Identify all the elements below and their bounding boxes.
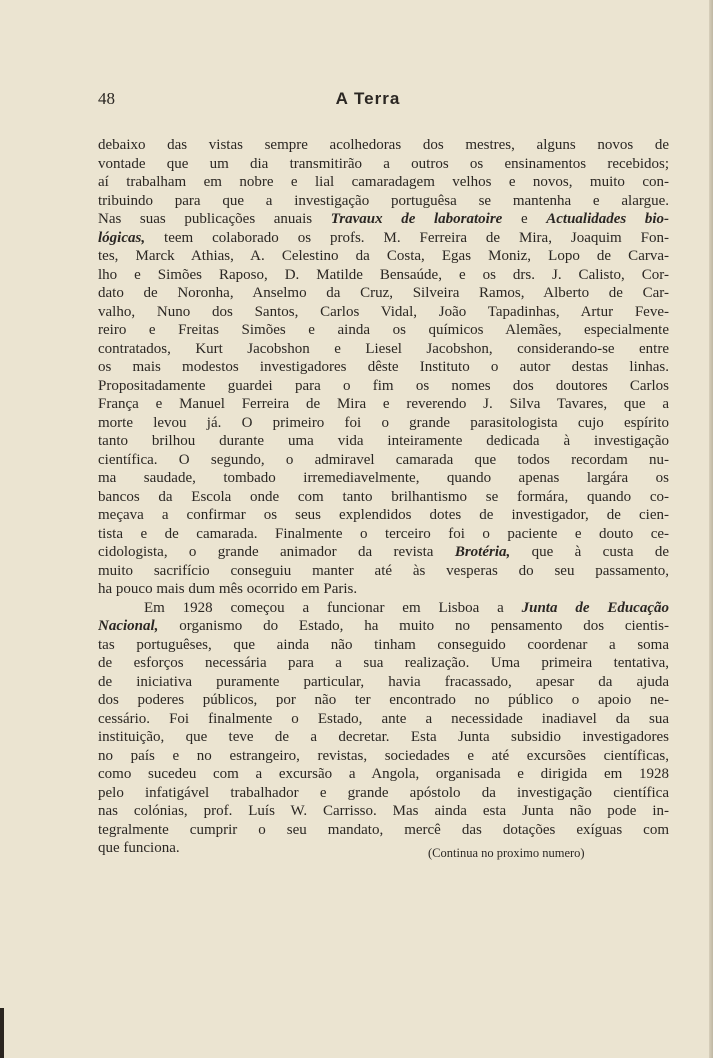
text-line: como sucedeu com a excursão a Angola, organisada e dirigida em 1928 [98,766,669,782]
text-line: valho, Nuno dos Santos, Carlos Vidal, João Tapadinhas, Artur Feve- [98,303,669,320]
text-line: pelo infatigável trabalhador e grande apóstolo da investigação científica [98,784,669,801]
text-line: lho e Simões Raposo, D. Matilde Bensaúde, e os drs. J. Calisto, Cor- [98,266,669,283]
text-line: tegralmente cumprir o seu mandato, mercê das dotações exíguas com [98,821,669,838]
text-line: bancos da Escola onde com tanto brilhantismo se formára, quando co- [98,488,669,505]
text-line: reiro e Freitas Simões e ainda os químicos Alemães, especialmente [98,322,669,338]
text-line: aí trabalham em nobre e lial camaradagem velhos e novos, muito con- [98,174,669,190]
text-line: instituição, que teve de a decretar. Esta Junta subsidio investigadores [98,729,669,745]
text-line: tista e de camarada. Finalmente o terceiro foi o paciente e douto ce- [98,525,669,542]
text-line: dos poderes públicos, por não ter encontrado no público o apoio ne- [98,692,669,708]
text-line: Nas suas publicações anuais Travaux de laboratoire e Actualidades bio- [98,211,669,227]
text-line: lógicas, teem colaborado os profs. M. Ferreira de Mira, Joaquim Fon- [98,229,669,246]
text-line: meçava a confirmar os seus explendidos dotes de investigador, de cien- [98,507,669,523]
page-header [98,88,638,112]
text-line: Propositadamente guardei para o fim os nomes dos doutores Carlos [98,377,669,394]
text-line: Nacional, organismo do Estado, ha muito no pensamento dos cientis- [98,618,669,634]
text-line: os mais modestos investigadores dêste Instituto o autor destas linhas. [98,359,669,375]
text-line: cidologista, o grande animador da revista Brotéria, que à custa de [98,544,669,560]
text-line: científica. O segundo, o admiravel camarada que todos recordam nu- [98,451,669,468]
text-line: tribuindo para que a investigação portuguêsa se mantenha e alargue. [98,192,669,209]
text-line: muito sacrifício conseguiu manter até às vesperas do seu passamento, [98,562,669,579]
text-line: ha pouco mais dum mês ocorrido em Paris. [98,581,358,597]
continuation-note: (Continua no proximo numero) [428,846,585,860]
text-line: vontade que um dia transmitirão a outros os ensinamentos recebidos; [98,155,669,172]
running-title: A Terra [335,89,401,108]
text-line: nas colónias, prof. Luís W. Carrisso. Mas ainda esta Junta não pode in- [98,803,669,819]
text-line: tas portuguêses, que ainda não tinham conseguido coordenar a soma [98,636,669,653]
text-line: Em 1928 começou a funcionar em Lisboa a Junta de Educação [144,599,669,616]
binding-edge [0,1008,4,1058]
text-line: ma saudade, tombado irremediavelmente, quando apenas largára os [98,470,669,486]
text-line: debaixo das vistas sempre acolhedoras dos mestres, alguns novos de [98,137,669,153]
text-line: morte levou já. O primeiro foi o grande parasitologista cujo espírito [98,414,669,431]
text-line: tes, Marck Athias, A. Celestino da Costa, Egas Moniz, Lopo de Carva- [98,248,669,264]
text-line: no país e no estrangeiro, revistas, sociedades e até excursões científicas, [98,747,669,764]
page-number: 48 [98,89,115,108]
text-line: França e Manuel Ferreira de Mira e reverendo J. Silva Tavares, que a [98,396,669,412]
text-line: tanto brilhou durante uma vida inteiramente dedicada à investigação [98,433,669,449]
text-line: contratados, Kurt Jacobshon e Liesel Jacobshon, considerando-se entre [98,340,669,357]
text-line: dato de Noronha, Anselmo da Cruz, Silveira Ramos, Alberto de Car- [98,285,669,301]
page-edge-shadow [709,0,713,1058]
article-body [98,136,669,858]
text-line: que funciona. [98,840,180,856]
text-line: de iniciativa puramente particular, havia fracassado, apesar da ajuda [98,673,669,690]
text-line: de esforços necessária para a sua realização. Uma primeira tentativa, [98,655,669,671]
text-line: cessário. Foi finalmente o Estado, ante a necessidade inadiavel da sua [98,710,669,727]
